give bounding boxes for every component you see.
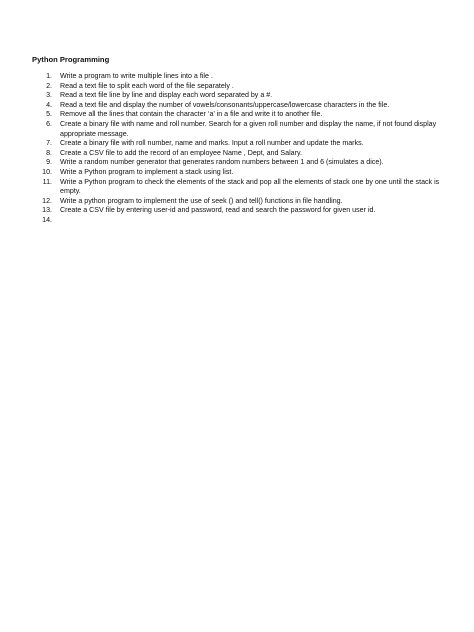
item-number: 5. bbox=[46, 110, 52, 119]
list-item bbox=[30, 206, 446, 216]
list-item bbox=[30, 91, 446, 101]
item-number: 11. bbox=[42, 177, 52, 186]
list-item bbox=[30, 149, 446, 159]
item-number: 10. bbox=[42, 167, 52, 176]
item-text: Write a python program to implement the use of seek () and tell() functions in file handling. bbox=[60, 196, 343, 205]
item-number: 12. bbox=[42, 196, 52, 205]
item-number: 9. bbox=[46, 158, 52, 167]
item-number: 4. bbox=[46, 100, 52, 109]
item-text: Write a Python program to check the elements of the stack and pop all the elements of stack one by one until the stack is empty. bbox=[60, 177, 440, 196]
item-number: 2. bbox=[46, 81, 52, 90]
item-text: Write a Python program to implement a stack using list. bbox=[60, 167, 234, 176]
item-number: 8. bbox=[46, 148, 52, 157]
item-text: Read a text file to split each word of the file separately . bbox=[60, 81, 234, 90]
item-number: 1. bbox=[46, 72, 52, 80]
list-item bbox=[30, 216, 446, 226]
list-item bbox=[30, 168, 446, 178]
item-text: Write a program to write multiple lines into a file . bbox=[60, 72, 213, 80]
item-text: Read a text file line by line and display each word separated by a #. bbox=[60, 91, 273, 100]
item-text: Write a random number generator that generates random numbers between 1 and 6 (simulates a dice). bbox=[60, 158, 384, 167]
item-text: Read a text file and display the number of vowels/consonants/uppercase/lowercase characters in the file. bbox=[60, 100, 390, 109]
item-number: 3. bbox=[46, 91, 52, 100]
list-item bbox=[30, 120, 446, 139]
item-number: 14. bbox=[42, 215, 52, 224]
item-text: Create a binary file with name and roll number. Search for a given roll number and display the name, if not found display appropriate message. bbox=[60, 119, 437, 138]
document-title: Python Programming bbox=[32, 55, 110, 64]
item-number: 13. bbox=[42, 206, 52, 215]
list-item bbox=[30, 82, 446, 92]
list-item bbox=[30, 101, 446, 111]
item-text: Remove all the lines that contain the character ‘a’ in a file and write it to another file. bbox=[60, 110, 323, 119]
list-item bbox=[30, 178, 446, 197]
program-list bbox=[30, 72, 446, 226]
list-item bbox=[30, 139, 446, 149]
item-number: 6. bbox=[46, 119, 52, 128]
item-text: Create a CSV file to add the record of an employee Name , Dept, and Salary. bbox=[60, 148, 302, 157]
item-text: Create a binary file with roll number, name and marks. Input a roll number and update the marks. bbox=[60, 139, 364, 148]
list-item bbox=[30, 197, 446, 207]
item-number: 7. bbox=[46, 139, 52, 148]
list-item bbox=[30, 158, 446, 168]
list-item bbox=[30, 110, 446, 120]
list-item bbox=[30, 72, 446, 82]
item-text: Create a CSV file by entering user-id and password, read and search the password for given user id. bbox=[60, 206, 376, 215]
